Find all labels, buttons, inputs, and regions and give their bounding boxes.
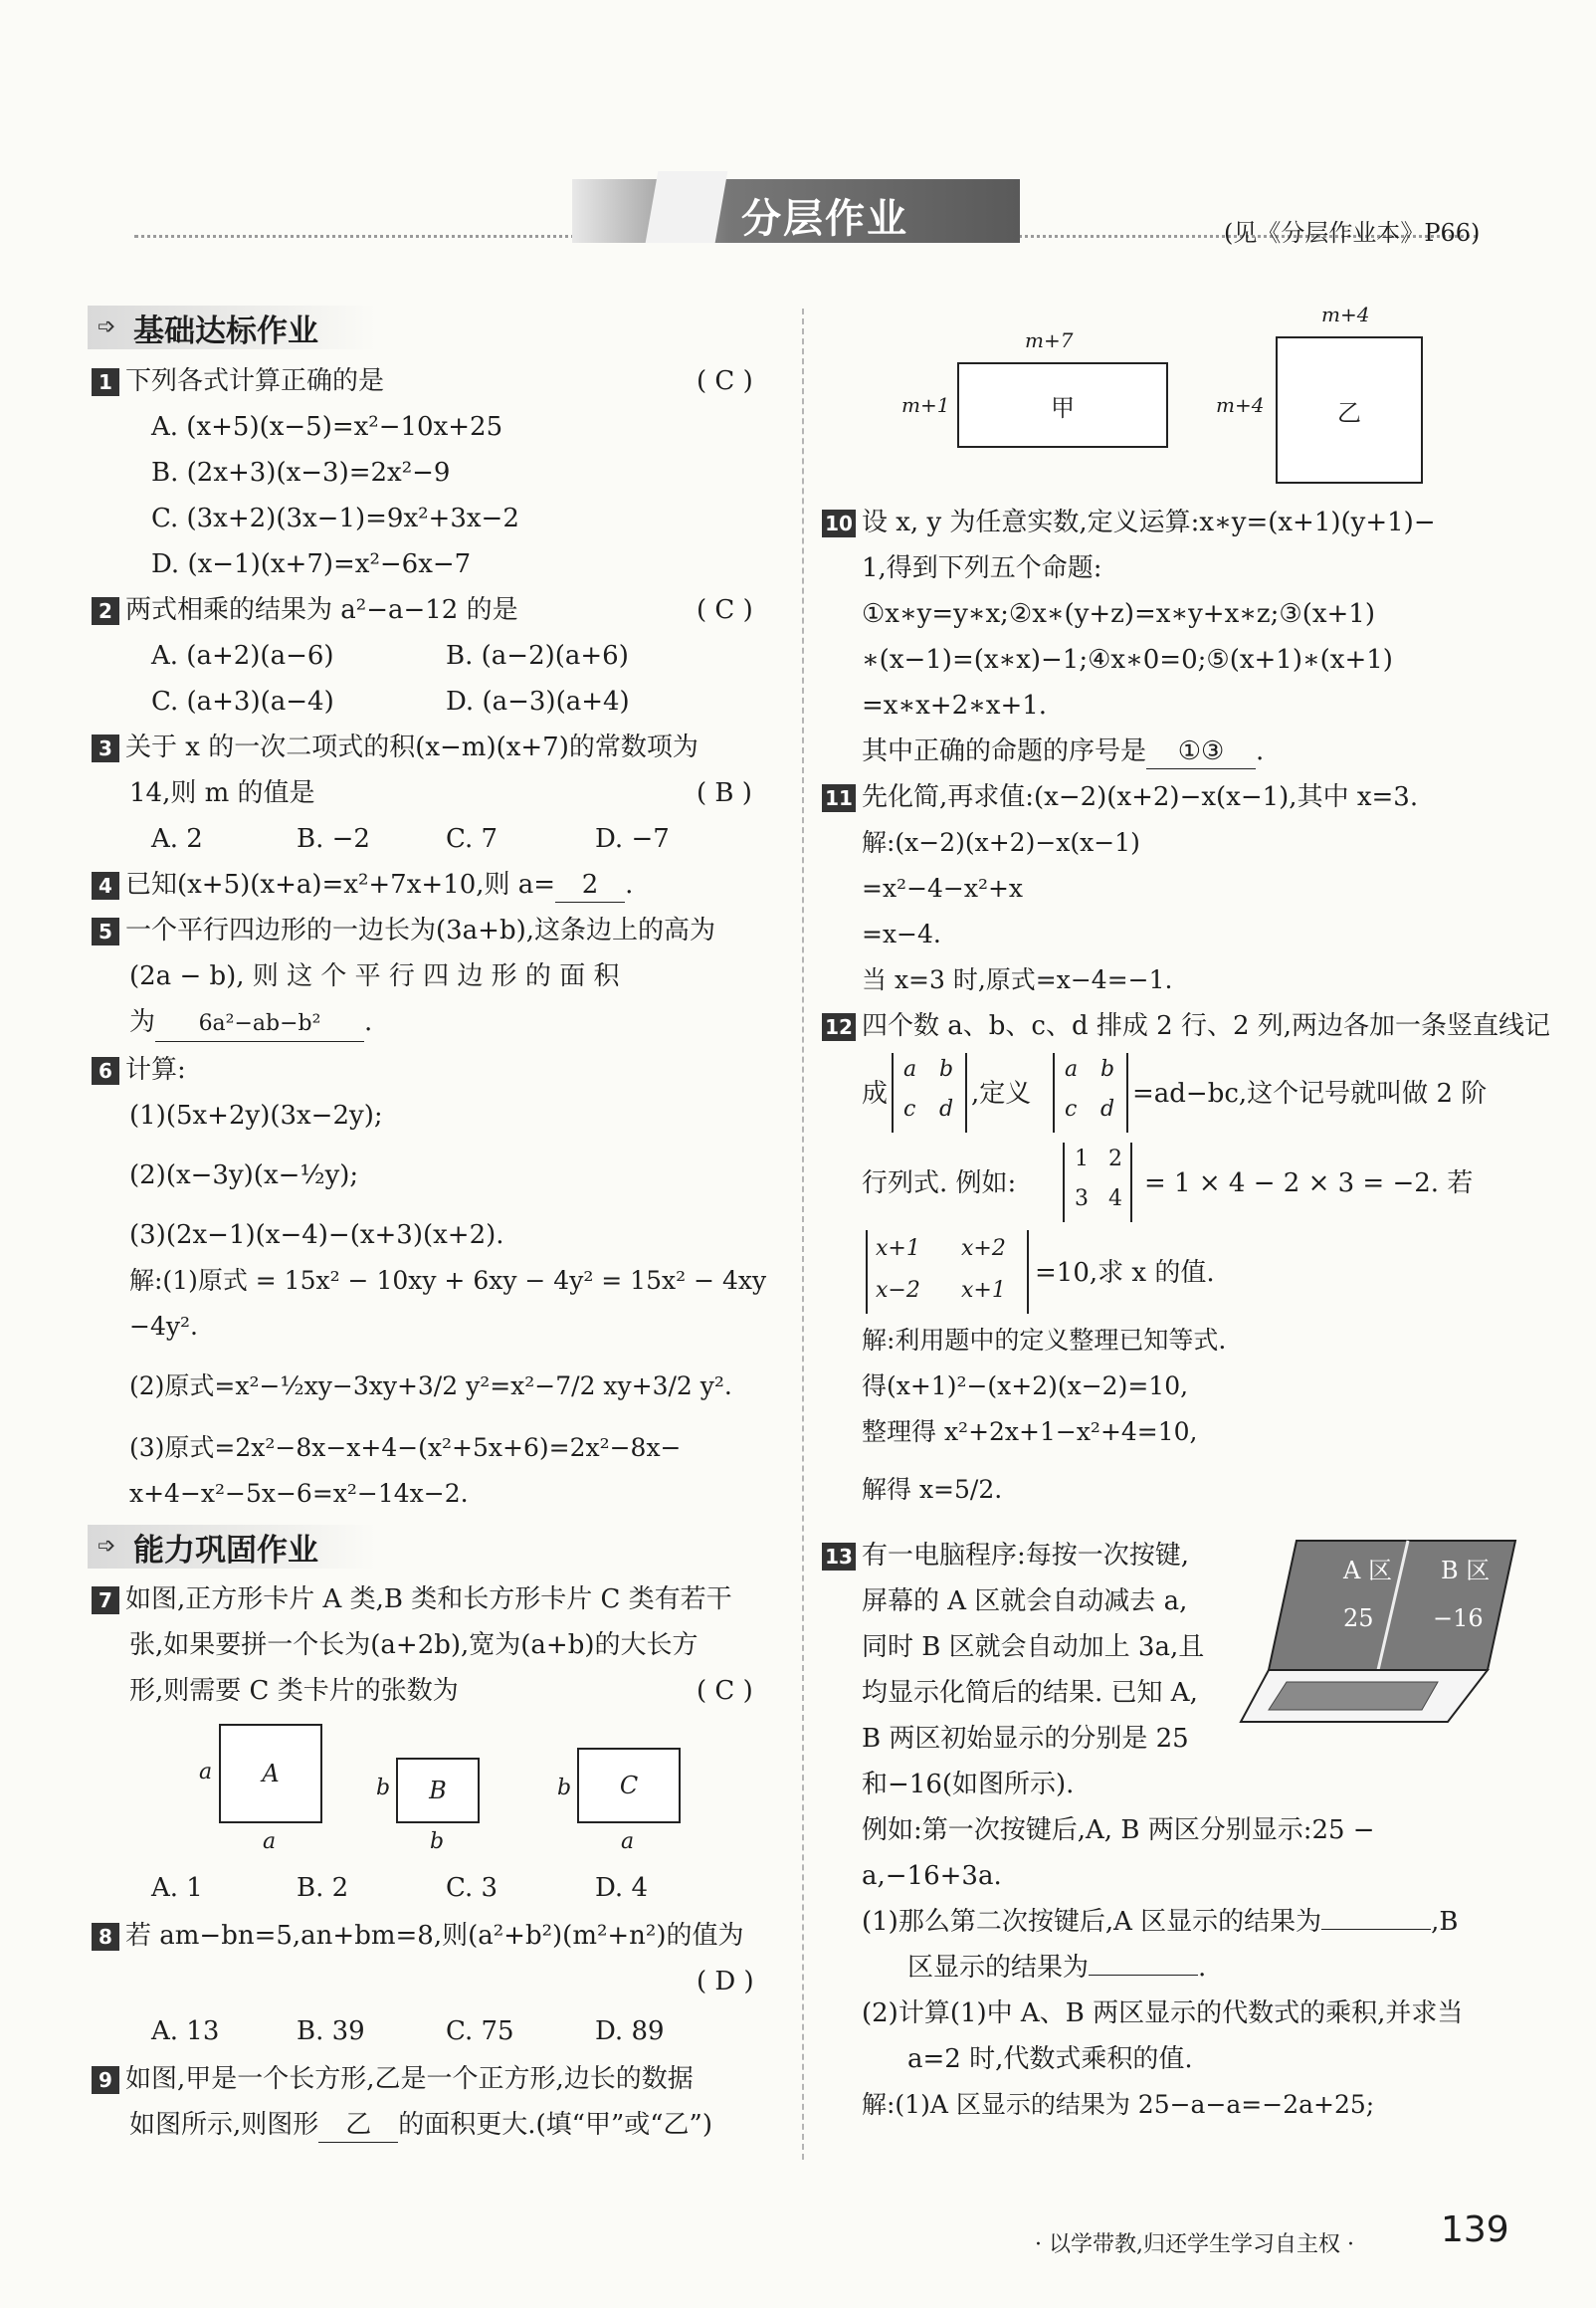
q10-number: 10 bbox=[822, 510, 856, 537]
q13-number: 13 bbox=[822, 1543, 856, 1571]
det-example-1: 1 bbox=[1075, 1147, 1089, 1171]
q3-option-a: A. 2 bbox=[151, 824, 203, 854]
q6-part-1: (1)(5x+2y)(3x−2y); bbox=[129, 1101, 383, 1131]
q6-number: 6 bbox=[92, 1057, 119, 1085]
card-a: A bbox=[219, 1724, 322, 1823]
card-c-side: b bbox=[557, 1776, 572, 1800]
q10-text-6: 其中正确的命题的序号是 bbox=[862, 736, 1147, 766]
det-1-d: d bbox=[939, 1097, 954, 1122]
q1-number: 1 bbox=[92, 368, 119, 396]
q7-option-b: B. 2 bbox=[297, 1873, 349, 1903]
q8-answer: ( D ) bbox=[697, 1967, 754, 1996]
q1-stem bbox=[92, 364, 384, 398]
q12-text-3a: 行列式. 例如: bbox=[862, 1168, 1017, 1198]
rect-jia: 甲 bbox=[957, 362, 1168, 448]
arrow-icon: ➩ bbox=[98, 1534, 116, 1559]
q9-text-2a: 如图所示,则图形 bbox=[129, 2110, 319, 2140]
det-2-d: d bbox=[1100, 1097, 1115, 1122]
q11-solution-1: 解:(x−2)(x+2)−x(x−1) bbox=[862, 828, 1140, 857]
q13-fill-a bbox=[1321, 1929, 1431, 1930]
card-a-bottom: a bbox=[263, 1829, 277, 1854]
q11-solution-3: =x−4. bbox=[862, 920, 941, 948]
q11-text: 先化简,再求值:(x−2)(x+2)−x(x−1),其中 x=3. bbox=[862, 782, 1419, 812]
q12-number: 12 bbox=[822, 1013, 856, 1041]
q6-part-2: (2)(x−3y)(x−½y); bbox=[129, 1160, 359, 1190]
yi-side-label: m+4 bbox=[1216, 393, 1265, 417]
q11-number: 11 bbox=[822, 784, 856, 812]
q11-stem bbox=[822, 780, 1418, 814]
q5-fill: 6a²−ab−b² bbox=[155, 1007, 364, 1042]
q11-solution-2: =x²−4−x²+x bbox=[862, 874, 1024, 903]
q2-option-d: D. (a−3)(a+4) bbox=[446, 687, 630, 717]
q6-solution-3a: (3)原式=2x²−8x−x+4−(x²+5x+6)=2x²−8x− bbox=[129, 1433, 682, 1462]
q11-solution-4: 当 x=3 时,原式=x−4=−1. bbox=[862, 965, 1173, 994]
header-reference: (见《分层作业本》P66) bbox=[1224, 219, 1481, 247]
q8-number: 8 bbox=[92, 1923, 119, 1951]
q3-text-1: 关于 x 的一次二项式的积(x−m)(x+7)的常数项为 bbox=[125, 733, 698, 762]
q7-text-1: 如图,正方形卡片 A 类,B 类和长方形卡片 C 类有若干 bbox=[125, 1584, 732, 1614]
card-c-bottom: a bbox=[621, 1829, 635, 1854]
det-problem-3: x−2 bbox=[876, 1278, 920, 1303]
section-ability bbox=[88, 1525, 376, 1569]
banner-logo-icon bbox=[646, 171, 728, 243]
q5-stem bbox=[92, 914, 715, 947]
q10-line-1 bbox=[822, 506, 1436, 539]
q12-text-3b: = 1 × 4 − 2 × 3 = −2. 若 bbox=[1144, 1168, 1474, 1198]
q10-line-5: =x∗x+2∗x+1. bbox=[862, 691, 1048, 721]
q3-answer: ( B ) bbox=[697, 778, 752, 808]
square-yi: 乙 bbox=[1276, 336, 1423, 484]
det-problem-4: x+1 bbox=[961, 1278, 1006, 1303]
q10-line-6 bbox=[862, 734, 1264, 769]
q2-answer: ( C ) bbox=[697, 595, 753, 625]
jia-side-label: m+1 bbox=[901, 393, 950, 417]
q13-line-9 bbox=[862, 1905, 1459, 1939]
q9-number: 9 bbox=[92, 2066, 119, 2094]
q4-end: . bbox=[625, 870, 634, 900]
q12-text-1: 四个数 a、b、c、d 排成 2 行、2 列,两边各加一条竖直线记 bbox=[862, 1011, 1551, 1041]
q12-solution-3: 整理得 x²+2x+1−x²+4=10, bbox=[862, 1417, 1198, 1446]
q3-number: 3 bbox=[92, 734, 119, 762]
q13-fill-b bbox=[1089, 1975, 1198, 1976]
q13-text-9: (1)那么第二次按键后,A 区显示的结果为 bbox=[862, 1907, 1322, 1937]
q3-option-b: B. −2 bbox=[297, 824, 370, 854]
jia-top-label: m+7 bbox=[1025, 328, 1074, 352]
card-c: C bbox=[577, 1748, 681, 1823]
det-problem-1: x+1 bbox=[876, 1236, 920, 1261]
q4-fill: 2 bbox=[555, 868, 625, 903]
section-basic bbox=[88, 306, 376, 349]
q3-option-d: D. −7 bbox=[595, 824, 670, 854]
arrow-icon: ➩ bbox=[98, 315, 116, 339]
q6-solution-2: (2)原式=x²−½xy−3xy+3/2 y²=x²−7/2 xy+3/2 y². bbox=[129, 1371, 732, 1400]
q3-stem bbox=[92, 731, 698, 764]
q4-number: 4 bbox=[92, 872, 119, 900]
q6-text: 计算: bbox=[125, 1055, 186, 1085]
q12-text-2c: =ad−bc,这个记号就叫做 2 阶 bbox=[1132, 1079, 1488, 1109]
q6-solution-1a: 解:(1)原式 = 15x² − 10xy + 6xy − 4y² = 15x² − 4xy bbox=[129, 1266, 767, 1295]
q6-solution-1b: −4y². bbox=[129, 1312, 198, 1341]
q3-option-c: C. 7 bbox=[446, 824, 499, 854]
q13-text-10: 区显示的结果为 bbox=[907, 1953, 1090, 1983]
q13-line-12: a=2 时,代数式乘积的值. bbox=[907, 2044, 1193, 2074]
card-b-side: b bbox=[376, 1776, 391, 1800]
q13-text-10b: . bbox=[1198, 1953, 1207, 1983]
section-ability-title: 能力巩固作业 bbox=[133, 1532, 318, 1569]
q7-option-c: C. 3 bbox=[446, 1873, 499, 1903]
q13-line-5: B 两区初始显示的分别是 25 bbox=[862, 1724, 1189, 1754]
det-1-a: a bbox=[903, 1057, 917, 1082]
q12-solution-4: 解得 x=5/2. bbox=[862, 1475, 1003, 1504]
q12-solution-1: 解:利用题中的定义整理已知等式. bbox=[862, 1326, 1227, 1355]
q4-stem bbox=[92, 868, 633, 903]
q2-stem bbox=[92, 593, 518, 627]
q1-option-b: B. (2x+3)(x−3)=2x²−9 bbox=[151, 458, 451, 488]
card-b-bottom: b bbox=[430, 1829, 445, 1854]
q5-end: . bbox=[364, 1007, 373, 1037]
q13-line-4: 均显示化简后的结果. 已知 A, bbox=[862, 1678, 1198, 1708]
det-example-4: 4 bbox=[1108, 1186, 1122, 1211]
q1-option-c: C. (3x+2)(3x−1)=9x²+3x−2 bbox=[151, 504, 519, 533]
q8-option-c: C. 75 bbox=[446, 2016, 514, 2046]
q9-text-1: 如图,甲是一个长方形,乙是一个正方形,边长的数据 bbox=[125, 2064, 694, 2094]
q5-text-3-label: 为 bbox=[129, 1007, 156, 1037]
det-1 bbox=[892, 1053, 967, 1133]
q12-text-2a: 成 bbox=[862, 1079, 889, 1109]
q8-text: 若 am−bn=5,an+bm=8,则(a²+b²)(m²+n²)的值为 bbox=[125, 1921, 744, 1951]
q13-line-11: (2)计算(1)中 A、B 两区显示的代数式的乘积,并求当 bbox=[862, 1998, 1464, 2028]
q13-line-10 bbox=[907, 1951, 1206, 1985]
q13-text-9b: ,B bbox=[1431, 1907, 1459, 1937]
page-title: 分层作业 bbox=[741, 196, 908, 242]
q2-option-c: C. (a+3)(a−4) bbox=[151, 687, 334, 717]
q5-text-1: 一个平行四边形的一边长为(3a+b),这条边上的高为 bbox=[125, 916, 716, 945]
yi-top-label: m+4 bbox=[1321, 303, 1370, 326]
q8-option-a: A. 13 bbox=[151, 2016, 220, 2046]
q8-option-b: B. 39 bbox=[297, 2016, 365, 2046]
det-1-b: b bbox=[939, 1057, 954, 1082]
zone-a-value: 25 bbox=[1343, 1604, 1374, 1632]
q7-option-d: D. 4 bbox=[595, 1873, 648, 1903]
q13-text-1: 有一电脑程序:每按一次按键, bbox=[862, 1541, 1190, 1571]
det-example-2: 2 bbox=[1108, 1147, 1122, 1171]
q10-end: . bbox=[1256, 736, 1265, 766]
q13-line-1 bbox=[822, 1539, 1189, 1573]
q13-line-2: 屏幕的 A 区就会自动减去 a, bbox=[862, 1586, 1188, 1616]
footer-motto: · 以学带教,归还学生学习自主权 · bbox=[1035, 2232, 1354, 2257]
q5-number: 5 bbox=[92, 918, 119, 945]
q8-option-d: D. 89 bbox=[595, 2016, 665, 2046]
card-b: B bbox=[396, 1758, 480, 1823]
keyboard-pad bbox=[1269, 1682, 1438, 1710]
det-2 bbox=[1053, 1053, 1128, 1133]
page-number: 139 bbox=[1441, 2209, 1509, 2250]
q1-option-a: A. (x+5)(x−5)=x²−10x+25 bbox=[151, 412, 503, 442]
q8-stem bbox=[92, 1919, 744, 1953]
q3-text-2: 14,则 m 的值是 bbox=[129, 778, 315, 808]
q7-text-2: 张,如果要拼一个长为(a+2b),宽为(a+b)的大长方 bbox=[129, 1630, 698, 1660]
q5-text-2: (2a − b), 则 这 个 平 行 四 边 形 的 面 积 bbox=[129, 961, 620, 991]
q13-line-8: a,−16+3a. bbox=[862, 1861, 1002, 1891]
q13-solution-1: 解:(1)A 区显示的结果为 25−a−a=−2a+25; bbox=[862, 2090, 1375, 2119]
det-1-c: c bbox=[903, 1097, 916, 1122]
q1-option-d: D. (x−1)(x+7)=x²−6x−7 bbox=[151, 549, 472, 579]
q10-line-3: ①x∗y=y∗x;②x∗(y+z)=x∗y+x∗z;③(x+1) bbox=[862, 599, 1375, 629]
q13-line-3: 同时 B 区就会自动加上 3a,且 bbox=[862, 1632, 1205, 1662]
zone-b-value: −16 bbox=[1433, 1604, 1484, 1632]
q7-number: 7 bbox=[92, 1586, 119, 1614]
q7-option-a: A. 1 bbox=[151, 1873, 203, 1903]
q10-line-2: 1,得到下列五个命题: bbox=[862, 553, 1102, 583]
zone-a-label: A 区 bbox=[1343, 1557, 1392, 1584]
q2-text: 两式相乘的结果为 a²−a−12 的是 bbox=[125, 595, 518, 625]
column-divider bbox=[802, 309, 804, 2160]
q12-text-4: =10,求 x 的值. bbox=[1035, 1258, 1215, 1288]
det-2-a: a bbox=[1065, 1057, 1079, 1082]
q9-text-2 bbox=[129, 2108, 712, 2143]
card-a-side: a bbox=[199, 1760, 213, 1784]
q13-line-7: 例如:第一次按键后,A, B 两区分别显示:25 − bbox=[862, 1815, 1375, 1845]
q1-answer: ( C ) bbox=[697, 366, 753, 396]
q9-text-2b: 的面积更大.(填“甲”或“乙”) bbox=[398, 2110, 712, 2140]
q6-part-3: (3)(2x−1)(x−4)−(x+3)(x+2). bbox=[129, 1220, 504, 1250]
q7-answer: ( C ) bbox=[697, 1676, 753, 1706]
q2-option-b: B. (a−2)(a+6) bbox=[446, 641, 629, 671]
q9-stem bbox=[92, 2062, 694, 2096]
zone-b-label: B 区 bbox=[1441, 1557, 1491, 1584]
det-example-3: 3 bbox=[1075, 1186, 1089, 1211]
q12-solution-2: 得(x+1)²−(x+2)(x−2)=10, bbox=[862, 1371, 1189, 1400]
q10-text-1: 设 x, y 为任意实数,定义运算:x∗y=(x+1)(y+1)− bbox=[862, 508, 1436, 537]
q5-text-3 bbox=[129, 1005, 372, 1042]
det-2-b: b bbox=[1100, 1057, 1115, 1082]
q12-text-2b: ,定义 bbox=[971, 1079, 1032, 1109]
q7-text-3: 形,则需要 C 类卡片的张数为 bbox=[129, 1676, 459, 1706]
det-example bbox=[1063, 1143, 1132, 1222]
q10-line-4: ∗(x−1)=(x∗x)−1;④x∗0=0;⑤(x+1)∗(x+1) bbox=[862, 645, 1393, 675]
q13-line-6: 和−16(如图所示). bbox=[862, 1770, 1075, 1799]
q4-text: 已知(x+5)(x+a)=x²+7x+10,则 a= bbox=[125, 870, 556, 900]
det-2-c: c bbox=[1065, 1097, 1078, 1122]
q10-fill: ①③ bbox=[1146, 734, 1256, 769]
q2-option-a: A. (a+2)(a−6) bbox=[151, 641, 334, 671]
q1-text: 下列各式计算正确的是 bbox=[125, 366, 385, 396]
q6-solution-3b: x+4−x²−5x−6=x²−14x−2. bbox=[129, 1479, 469, 1508]
q7-stem bbox=[92, 1582, 732, 1616]
q6-stem bbox=[92, 1053, 186, 1087]
section-basic-title: 基础达标作业 bbox=[133, 313, 318, 349]
det-problem bbox=[866, 1230, 1029, 1314]
q12-line-1 bbox=[822, 1009, 1550, 1043]
det-problem-2: x+2 bbox=[961, 1236, 1006, 1261]
q2-number: 2 bbox=[92, 597, 119, 625]
q9-fill: 乙 bbox=[318, 2108, 398, 2143]
